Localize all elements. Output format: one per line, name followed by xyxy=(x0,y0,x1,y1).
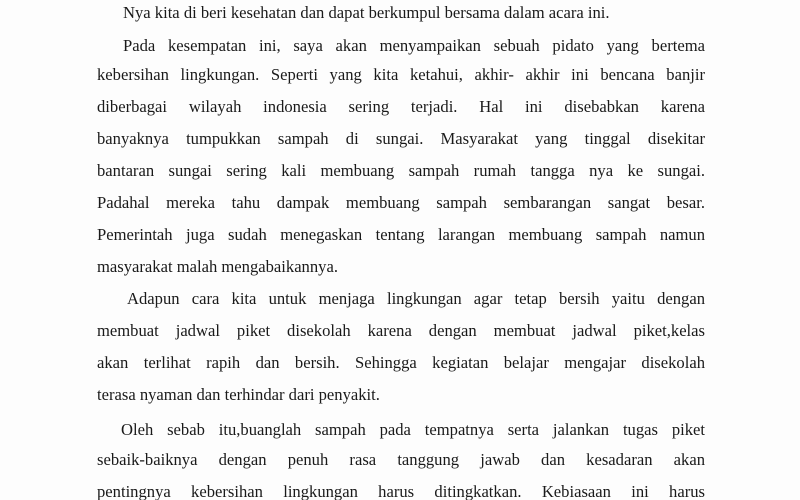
text-line: kebersihan lingkungan. Seperti yang kita ketahui, akhir- akhir ini bencana banjir xyxy=(97,65,705,84)
text-line: membuat jadwal piket disekolah karena dengan membuat jadwal piket,kelas xyxy=(97,321,705,340)
paragraph-topic xyxy=(97,26,705,283)
text-line: banyaknya tumpukkan sampah di sungai. Masyarakat yang tinggal disekitar xyxy=(97,129,705,148)
text-line: bantaran sungai sering kali membuang sampah rumah tangga nya ke sungai. xyxy=(97,161,705,180)
text-line: Pemerintah juga sudah menegaskan tentang larangan membuang sampah namun xyxy=(97,225,705,244)
text-line: Oleh sebab itu,buanglah sampah pada tempatnya serta jalankan tugas piket xyxy=(121,420,705,439)
text-line: sebaik-baiknya dengan penuh rasa tanggung jawab dan kesadaran akan xyxy=(97,450,705,469)
paragraph-opening xyxy=(97,0,705,26)
paragraph-conclusion xyxy=(97,411,705,500)
text-line: terasa nyaman dan terhindar dari penyakit. xyxy=(97,385,380,404)
document-body xyxy=(97,0,705,500)
text-line: masyarakat malah mengabaikannya. xyxy=(97,257,338,276)
text-line: Pada kesempatan ini, saya akan menyampaikan sebuah pidato yang bertema xyxy=(123,36,705,55)
text-line: akan terlihat rapih dan bersih. Sehingga kegiatan belajar mengajar disekolah xyxy=(97,353,705,372)
text-line: Nya kita di beri kesehatan dan dapat berkumpul bersama dalam acara ini. xyxy=(123,3,610,22)
paragraph-solution xyxy=(97,283,705,411)
text-line: Adapun cara kita untuk menjaga lingkungan agar tetap bersih yaitu dengan xyxy=(127,289,705,308)
text-line: diberbagai wilayah indonesia sering terjadi. Hal ini disebabkan karena xyxy=(97,97,705,116)
text-line: pentingnya kebersihan lingkungan harus ditingkatkan. Kebiasaan ini harus xyxy=(97,482,705,500)
text-line: Padahal mereka tahu dampak membuang sampah sembarangan sangat besar. xyxy=(97,193,705,212)
